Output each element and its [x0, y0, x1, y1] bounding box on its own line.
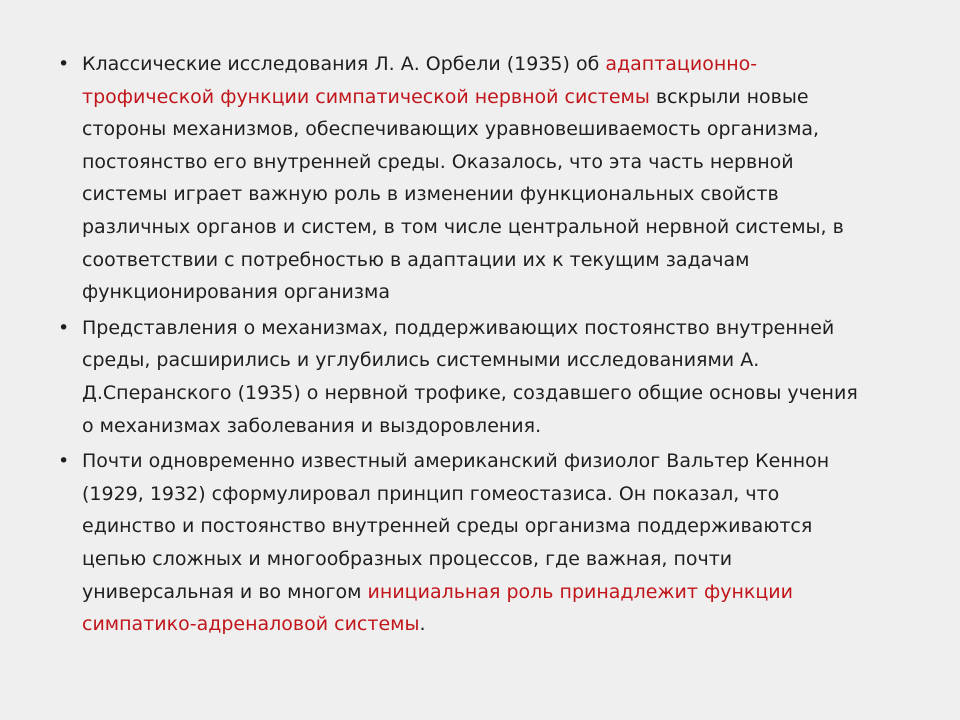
text-segment: Почти одновременно известный американский физиолог Вальтер Кеннон (1929, 1932) сформулировал принцип гомеостазиса. Он показал, что единство и постоянство внутренней среды организма поддерживаются цепью сложных и многообразных процессов, где важная, почти универсальная и во многом — [82, 450, 830, 603]
text-segment: . — [419, 613, 426, 636]
bullet-item-speransky — [58, 312, 858, 442]
text-segment: вскрыли новые стороны механизмов, обеспечивающих уравновешиваемость организма, постоянство его внутренней среды. Оказалось, что эта часть нервной системы играет важную роль в изменении функциональных свойств различных органов и систем, в том числе центральной нервной системы, в соответствии с потребностью в адаптации их к текущим задачам функционирования организма — [82, 85, 844, 304]
text-segment: Классические исследования Л. А. Орбели (1935) об — [82, 53, 606, 75]
bullet-item-orbeli — [58, 48, 858, 309]
bullet-icon: • — [58, 450, 70, 473]
bullet-icon: • — [58, 316, 70, 339]
text-segment: Представления о механизмах, поддерживающих постоянство внутренней среды, расширились и углубились системными исследованиями А. Д.Сперанского (1935) о нервной трофике, создавшего общие основы учения о механизмах заболевания и выздоровления. — [82, 316, 858, 437]
bullet-list — [58, 48, 858, 644]
bullet-icon: • — [58, 53, 70, 75]
highlighted-text: адаптационно-трофической функции симпатической нервной системы — [82, 53, 758, 108]
bullet-item-cannon — [58, 445, 858, 641]
highlighted-text: инициальная роль принадлежит функции симпатико-адреналовой системы — [82, 580, 793, 636]
